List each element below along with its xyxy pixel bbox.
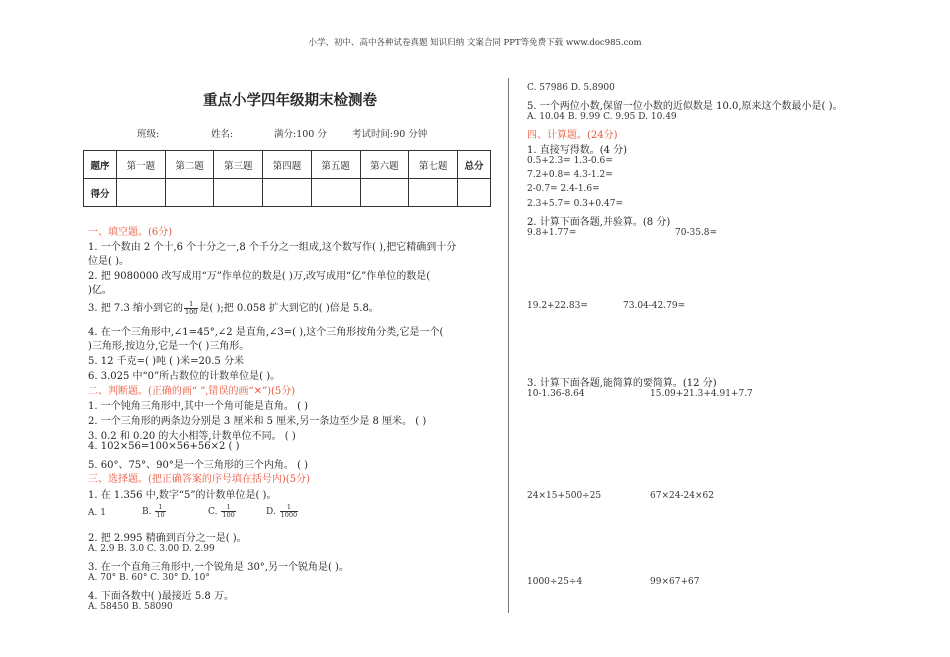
option-c xyxy=(208,504,237,519)
fraction xyxy=(280,504,299,519)
exam-time: 考试时间:90 分钟 xyxy=(352,129,428,140)
fraction-numerator: 1 xyxy=(221,504,235,512)
score-table-header: 第三题 xyxy=(214,151,263,179)
score-table xyxy=(83,150,491,207)
section-multiple-choice: 三、选择题。(把正确答案的序号填在括号内)(5分) xyxy=(88,474,310,485)
question-text: 3. 计算下面各题,能简算的要简算。(12 分) xyxy=(527,378,717,389)
score-table-header: 第六题 xyxy=(360,151,409,179)
score-cell[interactable] xyxy=(360,179,409,207)
fraction xyxy=(221,504,235,519)
calc-row: 2.3+5.7= 0.3+0.47= xyxy=(527,199,624,209)
score-table-header: 第一题 xyxy=(117,151,166,179)
question-text: 5. 一个两位小数,保留一位小数的近似数是 10.0,原来这个数最小是( )。 xyxy=(527,101,843,112)
section-fill-blank: 一、填空题。(6分) xyxy=(88,227,173,238)
calc-problem: 15.09+21.3+4.91+7.7 xyxy=(650,389,753,399)
score-cell[interactable] xyxy=(457,179,490,207)
fraction-numerator: 1 xyxy=(184,301,198,309)
score-table-header-row xyxy=(84,151,491,179)
option-letter: B. xyxy=(142,507,152,517)
question-text: 5. 60°、75°、90°是一个三角形的三个内角。 ( ) xyxy=(88,460,309,471)
option-b xyxy=(142,504,167,519)
question-options: C. 57986 D. 5.8900 xyxy=(527,83,615,93)
question-text: )亿。 xyxy=(88,285,112,296)
fraction xyxy=(184,301,198,316)
fraction-denominator: 1000 xyxy=(280,511,298,519)
calc-problem: 9.8+1.77= xyxy=(527,228,577,238)
question-text: 2. 计算下面各题,并验算。(8 分) xyxy=(527,217,671,228)
fraction xyxy=(155,504,165,519)
fraction-numerator: 1 xyxy=(155,504,165,512)
question-options: A. 10.04 B. 9.99 C. 9.95 D. 10.49 xyxy=(527,112,677,122)
question-text-part: 是( );把 0.058 扩大到它的( )倍是 5.8。 xyxy=(199,303,379,314)
question-text: 1. 一个钝角三角形中,其中一个角可能是直角。 ( ) xyxy=(88,401,309,412)
score-table-header: 总分 xyxy=(457,151,490,179)
question-options: A. 2.9 B. 3.0 C. 3.00 D. 2.99 xyxy=(88,544,215,554)
score-table-score-row xyxy=(84,179,491,207)
score-table-header: 第二题 xyxy=(165,151,214,179)
question-options: A. 58450 B. 58090 xyxy=(88,602,173,612)
option-a: A. 1 xyxy=(88,508,106,518)
question-text xyxy=(88,299,379,316)
option-letter: D. xyxy=(266,507,276,517)
score-table-header: 第七题 xyxy=(409,151,458,179)
score-cell[interactable] xyxy=(117,179,166,207)
site-header: 小学、初中、高中各种试卷真题 知识归纳 文案合同 PPT等免费下载 www.doc985.com xyxy=(308,38,642,48)
question-text: )三角形,按边分,它是一个( )三角形。 xyxy=(88,341,250,352)
calc-problem: 67×24-24×62 xyxy=(650,491,714,501)
question-text: 2. 把 2.995 精确到百分之一是( )。 xyxy=(88,533,247,544)
question-text: 5. 12 千克=( )吨 ( )米=20.5 分米 xyxy=(88,356,244,367)
question-text: 4. 下面各数中( )最接近 5.8 万。 xyxy=(88,591,234,602)
question-text: 6. 3.025 中“0”所占数位的计数单位是( )。 xyxy=(88,371,281,382)
question-text: 2. 把 9080000 改写成用“万”作单位的数是( )万,改写成用“亿”作单位的数是( xyxy=(88,271,431,282)
question-text: 1. 一个数由 2 个十,6 个十分之一,8 个千分之一组成,这个数写作( ),把它精确到十分 xyxy=(88,242,457,253)
score-table-header: 题序 xyxy=(84,151,117,179)
name-label: 姓名: xyxy=(211,129,234,140)
calc-problem: 73.04-42.79= xyxy=(623,301,686,311)
fraction-denominator: 100 xyxy=(184,308,198,316)
calc-row: 7.2+0.8= 4.3-1.2= xyxy=(527,170,613,180)
question-text: 1. 在 1.356 中,数字“5”的计数单位是( )。 xyxy=(88,490,277,501)
calc-problem: 10-1.36-8.64 xyxy=(527,389,585,399)
question-text: 4. 102×56=100×56+56×2 ( ) xyxy=(88,441,240,452)
score-table-header: 第四题 xyxy=(263,151,312,179)
section-true-false: 二、判断题。(正确的画“ ”,错误的画“✕”)(5分) xyxy=(88,386,296,397)
calc-row: 0.5+2.3= 1.3-0.6= xyxy=(527,156,613,166)
calc-problem: 99×67+67 xyxy=(650,577,700,587)
question-text: 3. 在一个直角三角形中,一个锐角是 30°,另一个锐角是( )。 xyxy=(88,562,349,573)
calc-problem: 70-35.8= xyxy=(675,228,718,238)
question-text: 位是( )。 xyxy=(88,256,129,267)
question-text: 1. 直接写得数。(4 分) xyxy=(527,145,628,156)
question-text: 4. 在一个三角形中,∠1=45°,∠2 是直角,∠3=( ),这个三角形按角分类,它是一个( xyxy=(88,327,444,338)
option-d xyxy=(266,504,299,519)
score-cell[interactable] xyxy=(165,179,214,207)
score-table-header: 第五题 xyxy=(311,151,360,179)
question-text-part: 3. 把 7.3 缩小到它的 xyxy=(88,303,183,314)
fraction-denominator: 100 xyxy=(222,511,235,519)
option-letter: C. xyxy=(208,507,218,517)
score-cell[interactable] xyxy=(263,179,312,207)
column-divider xyxy=(508,78,509,613)
question-text: 3. 0.2 和 0.20 的大小相等,计数单位不同。 ( ) xyxy=(88,431,296,442)
score-row-label: 得分 xyxy=(84,179,117,207)
score-cell[interactable] xyxy=(214,179,263,207)
score-cell[interactable] xyxy=(409,179,458,207)
calc-problem: 1000÷25÷4 xyxy=(527,577,583,587)
class-label: 班级: xyxy=(137,129,160,140)
score-cell[interactable] xyxy=(311,179,360,207)
page-title: 重点小学四年级期末检测卷 xyxy=(203,93,377,109)
calc-problem: 19.2+22.83= xyxy=(527,301,588,311)
fraction-denominator: 10 xyxy=(156,511,165,519)
question-text: 2. 一个三角形的两条边分别是 3 厘米和 5 厘米,另一条边至少是 8 厘米。 ( ) xyxy=(88,416,427,427)
calc-problem: 24×15+500÷25 xyxy=(527,491,602,501)
section-calculation: 四、计算题。(24分) xyxy=(527,130,618,141)
question-options: A. 70° B. 60° C. 30° D. 10° xyxy=(88,573,210,583)
full-score: 满分:100 分 xyxy=(274,129,327,140)
fraction-numerator: 1 xyxy=(280,504,299,512)
calc-row: 2-0.7= 2.4-1.6= xyxy=(527,184,600,194)
